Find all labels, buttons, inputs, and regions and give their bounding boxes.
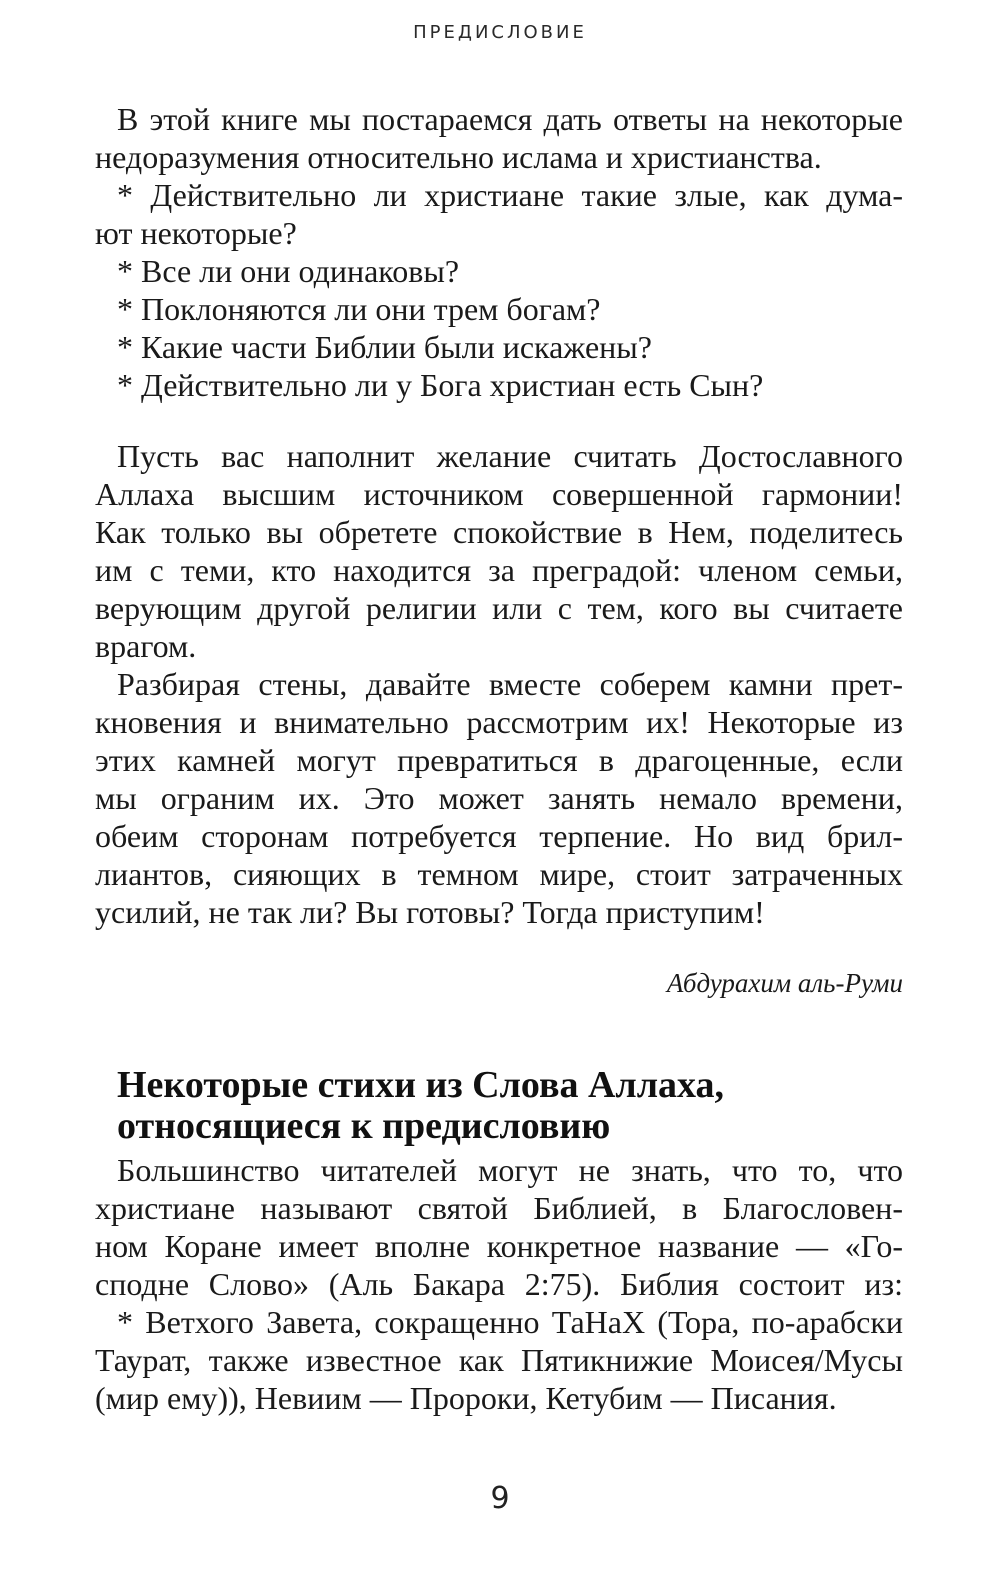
text-line: этих камней могут превратиться в драгоценные, если xyxy=(95,742,903,778)
text-line: недоразумения относительно ислама и христианства. xyxy=(95,139,822,175)
heading-line: относящиеся к предисловию xyxy=(117,1105,611,1147)
text-line: кновения и внимательно рассмотрим их! Некоторые из xyxy=(95,704,903,740)
heading-line: Некоторые стихи из Слова Аллаха, xyxy=(117,1064,725,1106)
text-line: ют некоторые? xyxy=(95,215,297,251)
text-line: * Действительно ли христиане такие злые, как дума- xyxy=(117,177,903,213)
text-line: верующим другой религии или с тем, кого вы считаете xyxy=(95,590,903,626)
list-item: * Все ли они одинаковы? xyxy=(117,253,460,289)
text-line: Как только вы обретете спокойствие в Нем, поделитесь xyxy=(95,514,903,550)
text-line: врагом. xyxy=(95,628,197,664)
paragraph-intro xyxy=(95,100,903,404)
text-line: В этой книге мы постараемся дать ответы на некоторые xyxy=(117,101,903,137)
paragraph-bible xyxy=(95,1151,903,1417)
section-heading xyxy=(117,1065,917,1147)
text-line: (мир ему)), Невиим — Пророки, Кетубим — Писания. xyxy=(95,1380,837,1416)
text-line: христиане называют святой Библией, в Благословен- xyxy=(95,1190,903,1226)
text-line: Большинство читателей могут не знать, что то, что xyxy=(117,1152,903,1188)
text-line: Таурат, также известное как Пятикнижие Моисея/Мусы xyxy=(95,1342,903,1378)
text-line: Аллаха высшим источником совершенной гармонии! xyxy=(95,476,903,512)
text-line: усилий, не так ли? Вы готовы? Тогда приступим! xyxy=(95,894,765,930)
text-line: Разбирая стены, давайте вместе соберем камни прет- xyxy=(117,666,903,702)
text-line: им с теми, кто находится за преградой: членом семьи, xyxy=(95,552,903,588)
text-line: обеим сторонам потребуется терпение. Но вид брил- xyxy=(95,818,903,854)
list-item: * Какие части Библии были искажены? xyxy=(117,329,652,365)
list-item: * Действительно ли у Бога христиан есть Сын? xyxy=(117,367,764,403)
text-line: Пусть вас наполнит желание считать Достославного xyxy=(117,438,903,474)
list-item: * Ветхого Завета, сокращенно ТаНаХ (Тора, по-арабски xyxy=(117,1304,903,1340)
paragraph-stones xyxy=(95,665,903,931)
text-line: ном Коране имеет вполне конкретное название — «Го- xyxy=(95,1228,903,1264)
text-line: сподне Слово» (Аль Бакара 2:75). Библия состоит из: xyxy=(95,1266,903,1302)
paragraph-harmony xyxy=(95,437,903,665)
list-item: * Поклоняются ли они трем богам? xyxy=(117,291,601,327)
page-number: 9 xyxy=(490,1481,510,1516)
author-signature: Абдурахим аль-Руми xyxy=(666,968,903,998)
running-head: ПРЕДИСЛОВИЕ xyxy=(413,22,587,43)
text-line: мы ограним их. Это может занять немало времени, xyxy=(95,780,903,816)
text-line: лиантов, сияющих в темном мире, стоит затраченных xyxy=(95,856,903,892)
